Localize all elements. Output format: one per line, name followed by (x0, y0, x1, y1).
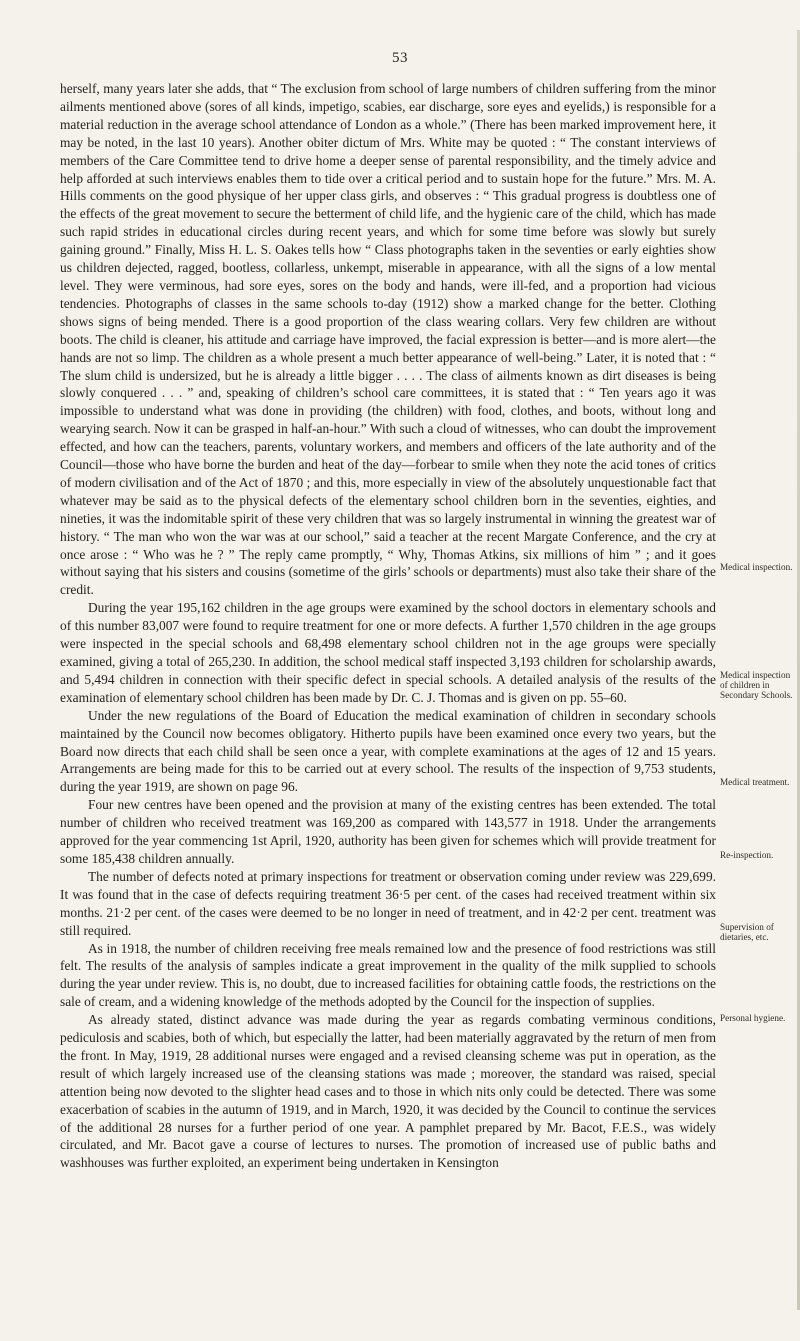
margin-note-re-inspection: Re-inspection. (720, 850, 774, 860)
paragraph-medical-inspection: During the year 195,162 children in the age groups were examined by the school doctors in elementary schools and of this number 83,007 were found to require treatment for one or more defects. A further 1,570 children in the age groups were inspected in the special schools and 68,498 elementary school children not in the age groups were specially examined, giving a total of 265,230. In addition, the school medical staff inspected 3,193 children for scholarship awards, and 5,494 children in connection with their specific defect in special schools. A detailed analysis of the results of the examination of elementary school children has been made by Dr. C. J. Thomas and is given on pp. 55–60. (60, 600, 716, 705)
paragraph-secondary-schools: Under the new regulations of the Board of Education the medical examination of children in secondary schools maintained by the Council now becomes obligatory. Hitherto pupils have been examined once every two years, but the Board now directs that each child shall be seen once a year, with complete examinations at the ages of 12 and 15 years. Arrangements are being made for this to be carried out at every school. The results of the inspection of 9,753 students, during the year 1919, are shown on page 96. (60, 707, 716, 795)
margin-note-secondary-schools: Medical inspection of children in Secondary Schools. (720, 670, 793, 701)
body-text (60, 80, 716, 1172)
paragraph-medical-treatment: Four new centres have been opened and the provision at many of the existing centres has been extended. The total number of children who received treatment was 169,200 as compared with 143,577 in 1918. Under the arrangements approved for the year commencing 1st April, 1920, authority has been given for schemes which will provide treatment for some 185,438 children annually. (60, 797, 716, 866)
paragraph-1: herself, many years later she adds, that “ The exclusion from school of large numbers of children suffering from the minor ailments mentioned above (sores of all kinds, impetigo, scabies, ear discharge, sore eyes and eyelids,) is responsible for a material reduction in the average school attendance of London as a whole.” (There has been marked improvement here, it may be noted, in the last 10 years). Another obiter dictum of Mrs. White may be quoted : “ The constant interviews of members of the Care Committee tend to drive home a deeper sense of parental responsibility, and the timely advice and help afforded at such interviews enables them to tide over a critical period and to sustain hope for the future.” Mrs. M. A. Hills comments on the good physique of her upper class girls, and observes : “ This gradual progress is doubtless one of the effects of the great movement to secure the betterment of child life, and the hygienic care of the child, which has made such rapid strides in educational circles during recent years, and which for some time before was slowly but surely gaining ground.” Finally, Miss H. L. S. Oakes tells how “ Class photographs taken in the seventies or early eighties show us children dejected, ragged, bootless, collarless, unkempt, miserable in appearance, with all the signs of a low mental level. They were verminous, had sore eyes, sores on the body and hands, were ill-fed, and a proportion had vicious tendencies. Photographs of classes in the same schools to-day (1912) show a marked change for the better. Clothing shows signs of being mended. There is a good proportion of the class wearing collars. Very few children are without boots. The child is cleaner, his attitude and carriage have improved, the facial expression is better—and is more alert—the hands are not so limp. The children as a whole present a much better appearance of well-being.” Later, it is noted that : “ The slum child is undersized, but he is already a little bigger . . . . The class of ailments known as dirt diseases is being slowly conquered . . . ” and, speaking of children’s school care committees, it is stated that : “ Ten years ago it was impossible to understand what was done in providing (the children) with food, clothes, and boots, without long and wearying search. Now it can be grasped in half-an-hour.” With such a cloud of witnesses, who can doubt the improvement effected, and how can the teachers, parents, voluntary workers, and members and officers of the late authority and of the Council—those who have borne the burden and heat of the day—forbear to smile when they note the acid tones of critics of modern civilisation and of the Act of 1870 ; and this, more especially in view of the absolutely unquestionable fact that whatever may be said as to the physical defects of the elementary school children born in the seventies, eighties, and nineties, it was the indomitable spirit of these very children that was so largely instrumental in winning the greatest war of history. “ The man who won the war was at our school,” said a teacher at the recent Margate Conference, and the cry at once arose : “ Who was he ? ” The reply came promptly, “ Why, Thomas Atkins, six millions of him ” ; and it goes without saying that his sisters and cousins (sometime of the girls’ schools or departments) must also take their share of the credit. (60, 81, 716, 598)
margin-note-medical-treatment: Medical treatment. (720, 777, 790, 787)
margin-note-personal-hygiene: Personal hygiene. (720, 1013, 786, 1023)
margin-note-medical-inspection: Medical inspection. (720, 562, 793, 572)
page-number: 53 (392, 50, 408, 66)
margin-note-supervision-dietaries: Supervision of dietaries, etc. (720, 922, 774, 943)
paragraph-personal-hygiene: As already stated, distinct advance was made during the year as regards combating verminous conditions, pediculosis and scabies, both of which, but especially the latter, had been materially aggravated by the return of men from the front. In May, 1919, 28 additional nurses were engaged and a revised cleansing scheme was put in operation, as the result of which largely increased use of the cleansing stations was made ; moreover, the standard was raised, special attention being now devoted to the slighter head cases and to those in which nits only could be detected. There was some exacerbation of scabies in the autumn of 1919, and in March, 1920, it was decided by the Council to continue the services of the additional 28 nurses for a further period of one year. A pamphlet prepared by Mr. Bacot, F.E.S., was widely circulated, and Mr. Bacot gave a course of lectures to nurses. The promotion of increased use of public baths and washhouses was further exploited, an experiment being undertaken in Kensington (60, 1012, 716, 1171)
paragraph-re-inspection: The number of defects noted at primary inspections for treatment or observation coming under review was 229,699. It was found that in the case of defects requiring treatment 36·5 per cent. of the cases had received treatment within six months. 21·2 per cent. of the cases were deemed to be no longer in need of treatment, and in 42·2 per cent. treatment was still required. (60, 868, 716, 938)
paragraph-supervision-dietaries: As in 1918, the number of children receiving free meals remained low and the presence of food restrictions was still felt. The results of the analysis of samples indicate a great improvement in the quality of the milk supplied to schools during the year under review. This is, no doubt, due to increased facilities for obtaining cattle foods, the restrictions on the sale of cream, and a widening knowledge of the methods adopted by the Council for the inspection of supplies. (60, 940, 716, 1010)
